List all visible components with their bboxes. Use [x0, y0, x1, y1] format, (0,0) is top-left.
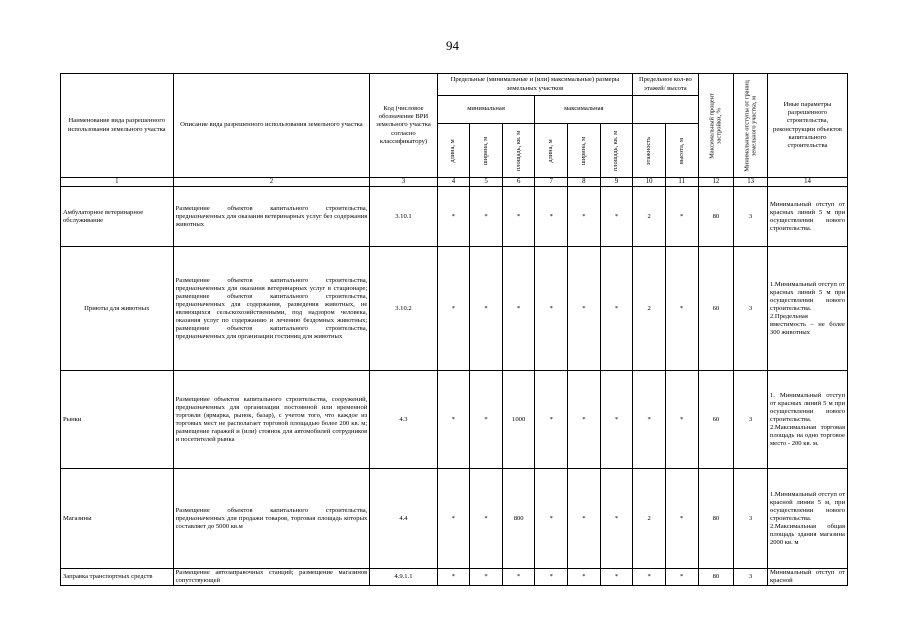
- cell-min-area: 1000: [502, 371, 535, 469]
- col-number: 8: [568, 178, 601, 187]
- cell-max-area: *: [600, 569, 633, 586]
- header-floors-group: Предельное кол-во этажей/ высота: [633, 74, 698, 96]
- cell-height: *: [665, 247, 698, 371]
- row-other-params: Минимальный отступ от красных линий 5 м при осуществлении нового строительства.: [767, 187, 847, 247]
- row-description: Размещение объектов капитального строительства, сооружений, предназначенных для организации постоянной или временной торговли (ярмарка, рынок, базар), с учетом того, что каждое из торговых мест не располагает торговой площадью более 200 кв. м; размещение гаражей и (или) стоянок для автомобилей сотрудников и посетителей рынка: [173, 371, 370, 469]
- row-description: Размещение объектов капитального строительства, предназначенных для оказания ветеринарных услуг в стационаре; размещение объектов капитального строительства, предназначенных для содержания, разведения животных, не являющихся сельскохозяйственными, под надзором человека, оказания услуг по содержанию и лечению бездомных животных; размещение объектов капитального строительства, предназначенных для организации гостиниц для животных: [173, 247, 370, 371]
- row-code: 3.10.1: [370, 187, 437, 247]
- cell-min-length: *: [437, 469, 470, 569]
- cell-max-length: *: [535, 187, 568, 247]
- cell-min-width: *: [470, 247, 503, 371]
- land-use-table: [60, 73, 848, 586]
- row-name: Рынки: [61, 371, 174, 469]
- cell-coverage: 80: [698, 187, 734, 247]
- table-row: [61, 247, 848, 371]
- cell-max-width: *: [568, 469, 601, 569]
- header-coverage: Максимальный процент застройки, %: [698, 74, 734, 178]
- col-number: 11: [665, 178, 698, 187]
- header-description: Описание вида разрешенного использования земельного участка: [173, 74, 370, 178]
- cell-min-width: *: [470, 187, 503, 247]
- cell-min-length: *: [437, 371, 470, 469]
- cell-min-area: 800: [502, 469, 535, 569]
- table-row: [61, 371, 848, 469]
- row-name: Приюты для животных: [61, 247, 174, 371]
- header-other-params: Иные параметры разрешенного строительства, реконструкции объектов капитального строительства: [767, 74, 847, 178]
- table-row: [61, 469, 848, 569]
- header-code: Код (числовое обозначение ВРИ земельного участка согласно классификатору): [370, 74, 437, 178]
- row-code: 4.9.1.1: [370, 569, 437, 586]
- header-min-width: ширина, м: [470, 124, 503, 178]
- row-other-params: 1.Минимальный отступ от красной линии 5 м, при осуществлении нового строительства. 2.Максимальная общая площадь здания магазина 2000 кв. м: [767, 469, 847, 569]
- header-floors: этажность: [633, 124, 666, 178]
- cell-max-length: *: [535, 247, 568, 371]
- cell-floors: *: [633, 569, 666, 586]
- col-number: 4: [437, 178, 470, 187]
- header-name: Наименование вида разрешенного использования земельного участка: [61, 74, 174, 178]
- row-description: Размещение объектов капитального строительства, предназначенных для оказания ветеринарных услуг без содержания животных: [173, 187, 370, 247]
- cell-coverage: 60: [698, 247, 734, 371]
- header-plot-sizes: Предельные (минимальные и (или) максимальные) размеры земельных участков: [437, 74, 633, 96]
- header-minimum: минимальная: [437, 96, 535, 124]
- cell-height: *: [665, 569, 698, 586]
- cell-min-width: *: [470, 469, 503, 569]
- cell-min-area: *: [502, 569, 535, 586]
- header-min-area: площадь, кв. м: [502, 124, 535, 178]
- col-number: 3: [370, 178, 437, 187]
- cell-height: *: [665, 469, 698, 569]
- header-max-area: площадь, кв. м: [600, 124, 633, 178]
- row-other-params: 1.Минимальный отступ от красных линий 5 м при осуществлении нового строительства. 2.Предельная вместимость – не более 300 животных: [767, 247, 847, 371]
- row-code: 4.4: [370, 469, 437, 569]
- cell-min-length: *: [437, 187, 470, 247]
- cell-max-length: *: [535, 569, 568, 586]
- row-description: Размещение объектов капитального строительства, предназначенных для продажи товаров, торговая площадь которых составляет до 5000 кв.м: [173, 469, 370, 569]
- col-number: 5: [470, 178, 503, 187]
- row-name: Амбулаторное ветеринарное обслуживание: [61, 187, 174, 247]
- header-max-length: длина, м: [535, 124, 568, 178]
- cell-max-width: *: [568, 371, 601, 469]
- row-code: 4.3: [370, 371, 437, 469]
- header-max-width: ширина, м: [568, 124, 601, 178]
- cell-height: *: [665, 187, 698, 247]
- cell-max-area: *: [600, 469, 633, 569]
- row-other-params: Минимальный отступ от красной: [767, 569, 847, 586]
- row-description: Размещение автозаправочных станций; размещение магазинов сопутствующей: [173, 569, 370, 586]
- cell-min-area: *: [502, 247, 535, 371]
- header-height: высота, м: [665, 124, 698, 178]
- cell-coverage: 60: [698, 371, 734, 469]
- row-name: Магазины: [61, 469, 174, 569]
- cell-coverage: 80: [698, 569, 734, 586]
- cell-coverage: 80: [698, 469, 734, 569]
- col-number: 14: [767, 178, 847, 187]
- cell-floors: 2: [633, 187, 666, 247]
- col-number: 7: [535, 178, 568, 187]
- col-number: 13: [734, 178, 768, 187]
- table-row: [61, 187, 848, 247]
- cell-max-width: *: [568, 187, 601, 247]
- cell-floors: 2: [633, 469, 666, 569]
- col-number: 9: [600, 178, 633, 187]
- cell-max-area: *: [600, 187, 633, 247]
- cell-setback: 3: [734, 371, 768, 469]
- header-setback: Минимальные отступы от границ земельного участка, м: [734, 74, 768, 178]
- cell-floors: 2: [633, 247, 666, 371]
- cell-max-length: *: [535, 469, 568, 569]
- cell-min-area: *: [502, 187, 535, 247]
- cell-floors: *: [633, 371, 666, 469]
- cell-setback: 3: [734, 469, 768, 569]
- col-number: 6: [502, 178, 535, 187]
- cell-setback: 3: [734, 247, 768, 371]
- cell-min-width: *: [470, 371, 503, 469]
- cell-min-length: *: [437, 247, 470, 371]
- cell-max-area: *: [600, 247, 633, 371]
- cell-setback: 3: [734, 187, 768, 247]
- col-number: 10: [633, 178, 666, 187]
- row-other-params: 1. Минимальный отступ от красных линий 5 м при осуществлении нового строительства. 2.Максимальная торговая площадь на одно торговое место - 200 кв. м.: [767, 371, 847, 469]
- cell-setback: 3: [734, 569, 768, 586]
- table-row: [61, 569, 848, 586]
- cell-max-length: *: [535, 371, 568, 469]
- cell-max-area: *: [600, 371, 633, 469]
- col-number: 1: [61, 178, 174, 187]
- page-number: 94: [446, 38, 459, 53]
- header-min-length: длина, м: [437, 124, 470, 178]
- col-number: 2: [173, 178, 370, 187]
- row-code: 3.10.2: [370, 247, 437, 371]
- header-floors-spacer: [633, 96, 698, 124]
- header-maximum: максимальная: [535, 96, 633, 124]
- cell-height: *: [665, 371, 698, 469]
- cell-max-width: *: [568, 247, 601, 371]
- col-number: 12: [698, 178, 734, 187]
- column-numbers-row: [61, 178, 848, 187]
- cell-max-width: *: [568, 569, 601, 586]
- row-name: Заправка транспортных средств: [61, 569, 174, 586]
- cell-min-length: *: [437, 569, 470, 586]
- cell-min-width: *: [470, 569, 503, 586]
